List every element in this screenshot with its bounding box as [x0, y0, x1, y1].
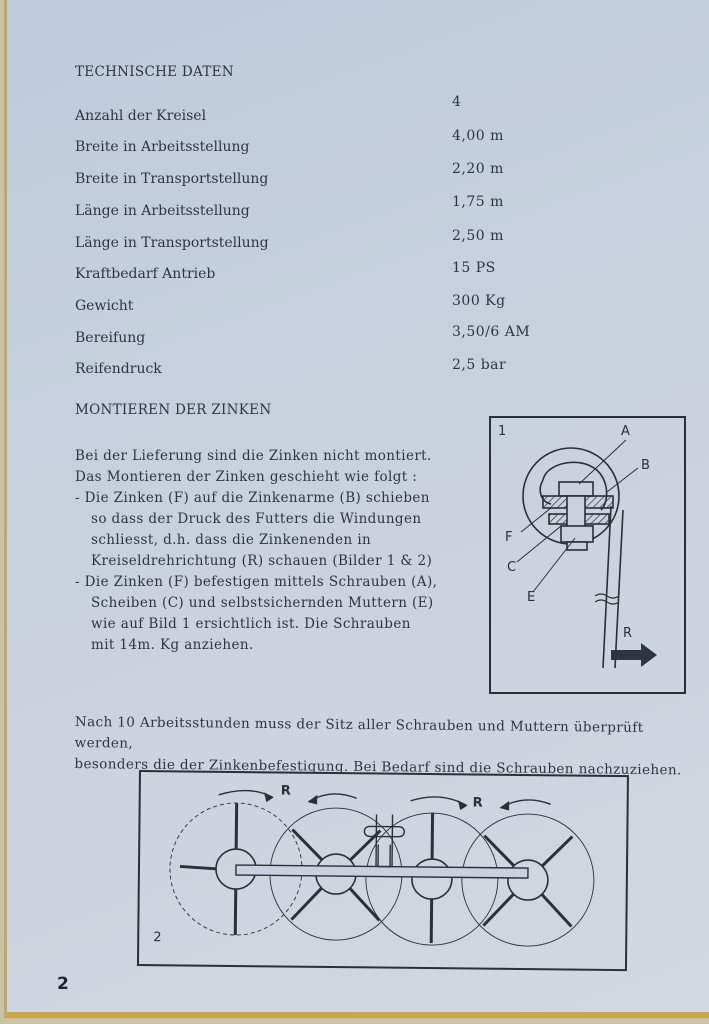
spec-value: 2,5 bar — [452, 357, 507, 373]
rotation-label-left: R — [280, 783, 291, 799]
four-rotor-drawing — [139, 772, 627, 969]
spec-label: Kraftbedarf Antrieb — [75, 266, 216, 282]
mounting-heading: MONTIEREN DER ZINKEN — [75, 402, 272, 418]
label-B-tine-arm: B — [641, 458, 650, 473]
note-line: Nach 10 Arbeitsstunden muss der Sitz aller Schrauben und Muttern überprüft werden, — [74, 713, 644, 752]
instruction-line: Das Montieren der Zinken geschieht wie folgt : — [75, 469, 418, 485]
spec-label: Breite in Transportstellung — [75, 171, 269, 187]
figure-2-rotor-layout — [137, 770, 629, 971]
spec-value: 300 Kg — [452, 293, 506, 309]
manual-page — [4, 0, 709, 1018]
figure-number: 1 — [498, 424, 507, 439]
instruction-line: Bei der Lieferung sind die Zinken nicht montiert. — [75, 448, 432, 464]
spec-value: 1,75 m — [452, 194, 504, 210]
spec-value: 15 PS — [452, 260, 496, 276]
instruction-line: - Die Zinken (F) befestigen mittels Schrauben (A), — [75, 574, 438, 590]
spec-value: 4,00 m — [452, 128, 504, 144]
spec-label: Reifendruck — [75, 361, 162, 377]
figure-number: 2 — [153, 930, 162, 946]
note-line: besonders die der Zinkenbefestigung. Bei Bedarf sind die Schrauben nachzuziehen. — [74, 755, 682, 779]
spec-label: Länge in Transportstellung — [75, 235, 269, 251]
spec-label: Breite in Arbeitsstellung — [75, 139, 250, 155]
instruction-line: so dass der Druck des Futters die Windungen — [91, 511, 422, 527]
tech-data-heading: TECHNISCHE DATEN — [75, 64, 234, 80]
spec-label: Bereifung — [75, 330, 146, 346]
label-R-rotation: R — [623, 626, 633, 641]
page-number: 2 — [57, 974, 69, 994]
mounting-instructions — [75, 446, 475, 656]
instruction-line: mit 14m. Kg anziehen. — [91, 637, 254, 653]
label-E-nut: E — [527, 590, 536, 605]
instruction-line: schliesst, d.h. dass die Zinkenenden in — [91, 532, 372, 548]
label-A-bolt: A — [621, 424, 630, 439]
spec-label: Länge in Arbeitsstellung — [75, 203, 250, 219]
spec-value: 2,20 m — [452, 161, 504, 177]
tine-assembly-drawing — [491, 418, 684, 692]
spec-value: 2,50 m — [452, 228, 504, 244]
instruction-line: wie auf Bild 1 ersichtlich ist. Die Schrauben — [91, 616, 411, 632]
spec-label: Gewicht — [75, 298, 134, 314]
spec-label: Anzahl der Kreisel — [75, 108, 207, 124]
instruction-line: Kreiseldrehrichtung (R) schauen (Bilder 1 & 2) — [91, 553, 433, 569]
rotation-label-right: R — [472, 795, 483, 811]
instruction-line: - Die Zinken (F) auf die Zinkenarme (B) schieben — [75, 490, 430, 506]
instruction-line: Scheiben (C) und selbstsichernden Muttern (E) — [91, 595, 434, 611]
figure-1-tine-mounting — [489, 416, 686, 694]
spec-value: 4 — [452, 94, 462, 110]
label-F-tine: F — [505, 530, 513, 545]
label-C-washer: C — [507, 560, 517, 575]
spec-value: 3,50/6 AM — [452, 324, 531, 340]
